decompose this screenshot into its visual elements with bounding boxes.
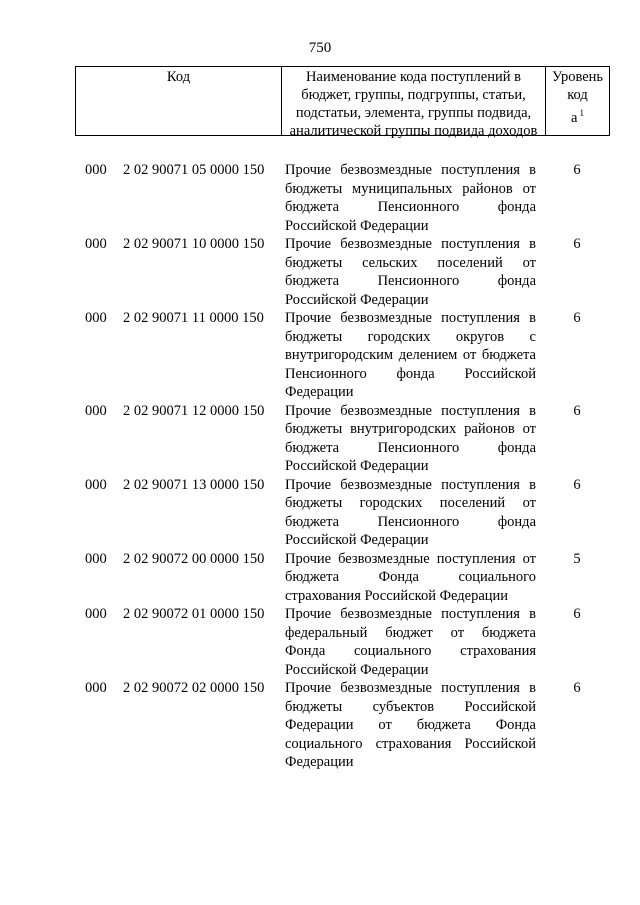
admin-code: 000 [85,402,107,419]
revenue-code: 2 02 90071 05 0000 150 [123,162,265,178]
table-header [75,66,610,139]
revenue-name: Прочие безвозмездные поступления в бюджеты внутригородских районов от бюджета Пенсионного фонда Российской Федерации [285,402,536,474]
footnote-marker: 1 [579,108,584,118]
table-row [75,309,610,402]
header-code: Код [76,67,282,135]
revenue-code: 2 02 90071 13 0000 150 [123,476,265,493]
table-row [75,679,610,772]
revenue-name: Прочие безвозмездные поступления от бюджета Фонда социального страхования Российской Федерации [285,550,536,604]
table-body [75,161,610,772]
admin-code: 000 [85,310,107,326]
header-level-text: Уровень код [551,69,604,103]
revenue-level: 6 [573,162,581,178]
table-row [75,476,610,550]
header-level [546,67,609,135]
admin-code: 000 [85,476,107,493]
table-row [75,161,610,235]
revenue-name: Прочие безвозмездные поступления в бюджеты городских округов с внутригородским делением от бюджета Пенсионного фонда Российской Федерации [285,310,536,400]
revenue-code: 2 02 90071 10 0000 150 [123,236,265,252]
admin-code: 000 [85,680,107,696]
table-row [75,550,610,606]
revenue-level: 6 [573,402,581,419]
revenue-level: 6 [573,606,581,622]
admin-code: 000 [85,606,107,622]
revenue-level: 6 [573,476,581,493]
revenue-name: Прочие безвозмездные поступления в федеральный бюджет от бюджета Фонда социального страхования Российской Федерации [285,606,536,678]
revenue-name: Прочие безвозмездные поступления в бюджеты сельских поселений от бюджета Пенсионного фонда Российской Федерации [285,236,536,308]
page-number: 750 [308,40,332,56]
revenue-level: 6 [573,680,581,696]
header-name: Наименование кода поступлений в бюджет, группы, подгруппы, статьи, подстатьи, элемента, группы подвида, аналитической группы подвида доходов [282,67,546,135]
revenue-code: 2 02 90071 12 0000 150 [123,402,265,419]
revenue-code: 2 02 90071 11 0000 150 [123,310,264,326]
revenue-level: 6 [573,310,581,326]
table-row [75,235,610,309]
revenue-level: 6 [573,236,581,252]
revenue-code: 2 02 90072 01 0000 150 [123,606,265,622]
revenue-code: 2 02 90072 02 0000 150 [123,680,265,696]
revenue-code: 2 02 90072 00 0000 150 [123,550,265,567]
table-row [75,402,610,476]
admin-code: 000 [85,236,107,252]
table-row [75,605,610,679]
admin-code: 000 [85,550,107,567]
revenue-level: 5 [573,550,581,567]
revenue-name: Прочие безвозмездные поступления в бюджеты муниципальных районов от бюджета Пенсионного фонда Российской Федерации [285,162,536,234]
revenue-name: Прочие безвозмездные поступления в бюджеты субъектов Российской Федерации от бюджета Фонда социального страхования Российской Федерации [285,680,536,770]
admin-code: 000 [85,162,107,178]
revenue-name: Прочие безвозмездные поступления в бюджеты городских поселений от бюджета Пенсионного фонда Российской Федерации [285,476,536,548]
header-level-footnote: а [571,110,578,126]
